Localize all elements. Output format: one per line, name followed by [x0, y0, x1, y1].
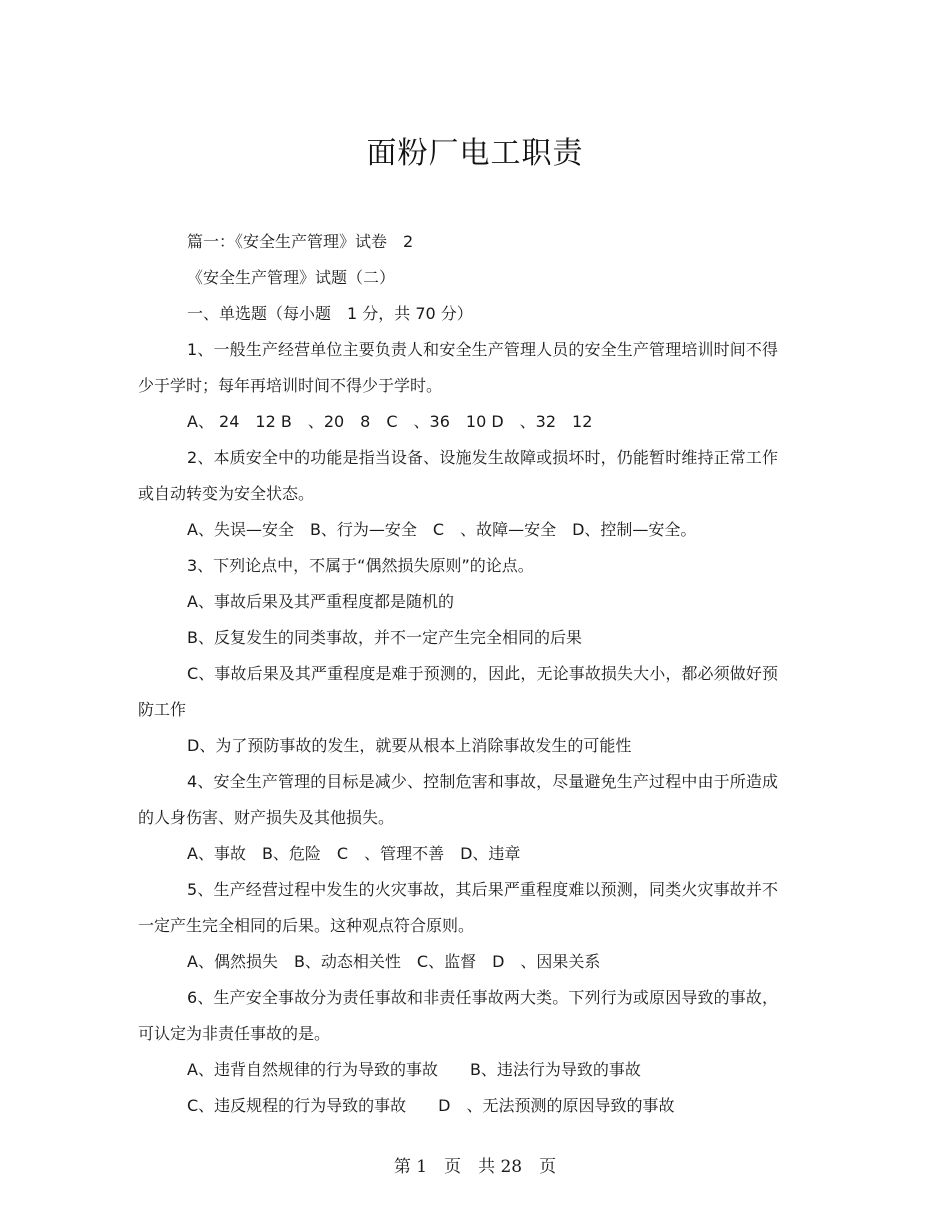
question-1: 1、一般生产经营单位主要负责人和安全生产管理人员的安全生产管理培训时间不得少于学时；每年再培训时间不得少于学时。	[138, 340, 778, 395]
question-3-option-a: A、事故后果及其严重程度都是随机的	[187, 592, 454, 611]
question-3-option-d: D、为了预防事故的发生，就要从根本上消除事故发生的可能性	[187, 736, 632, 755]
question-5-options: A、偶然损失 B、动态相关性 C、监督 D 、因果关系	[187, 952, 601, 971]
document-body	[138, 224, 778, 1124]
question-6-options-ab: A、违背自然规律的行为导致的事故 B、违法行为导致的事故	[187, 1060, 641, 1079]
question-1-options: A、 24 12 B 、20 8 C 、36 10 D 、32 12	[187, 412, 593, 431]
question-4-options: A、事故 B、危险 C 、管理不善 D、违章	[187, 844, 521, 863]
question-2: 2、本质安全中的功能是指当设备、设施发生故障或损坏时，仍能暂时维持正常工作或自动转变为安全状态。	[138, 448, 778, 503]
question-3: 3、下列论点中，不属于“偶然损失原则”的论点。	[187, 556, 534, 575]
paragraph: 一、单选题（每小题 1 分，共 70 分）	[187, 304, 473, 323]
document-title: 面粉厂电工职责	[366, 136, 584, 171]
question-3-option-c: C、事故后果及其严重程度是难于预测的，因此，无论事故损失大小，都必须做好预防工作	[138, 664, 778, 719]
page-footer: 第 1 页 共 28 页	[393, 1157, 557, 1177]
question-4: 4、安全生产管理的目标是减少、控制危害和事故，尽量避免生产过程中由于所造成的人身伤害、财产损失及其他损失。	[138, 772, 778, 827]
question-2-options: A、失误—安全 B、行为—安全 C 、故障—安全 D、控制—安全。	[187, 520, 697, 539]
question-6: 6、生产安全事故分为责任事故和非责任事故两大类。下列行为或原因导致的事故，可认定为非责任事故的是。	[138, 988, 778, 1043]
question-5: 5、生产经营过程中发生的火灾事故，其后果严重程度难以预测，同类火灾事故并不一定产生完全相同的后果。这种观点符合原则。	[138, 880, 778, 935]
paragraph: 《安全生产管理》试题（二）	[187, 268, 396, 287]
question-3-option-b: B、反复发生的同类事故，并不一定产生完全相同的后果	[187, 628, 582, 647]
paragraph: 篇一：《安全生产管理》试卷 2	[187, 232, 414, 251]
question-6-options-cd: C、违反规程的行为导致的事故 D 、无法预测的原因导致的事故	[187, 1096, 675, 1115]
